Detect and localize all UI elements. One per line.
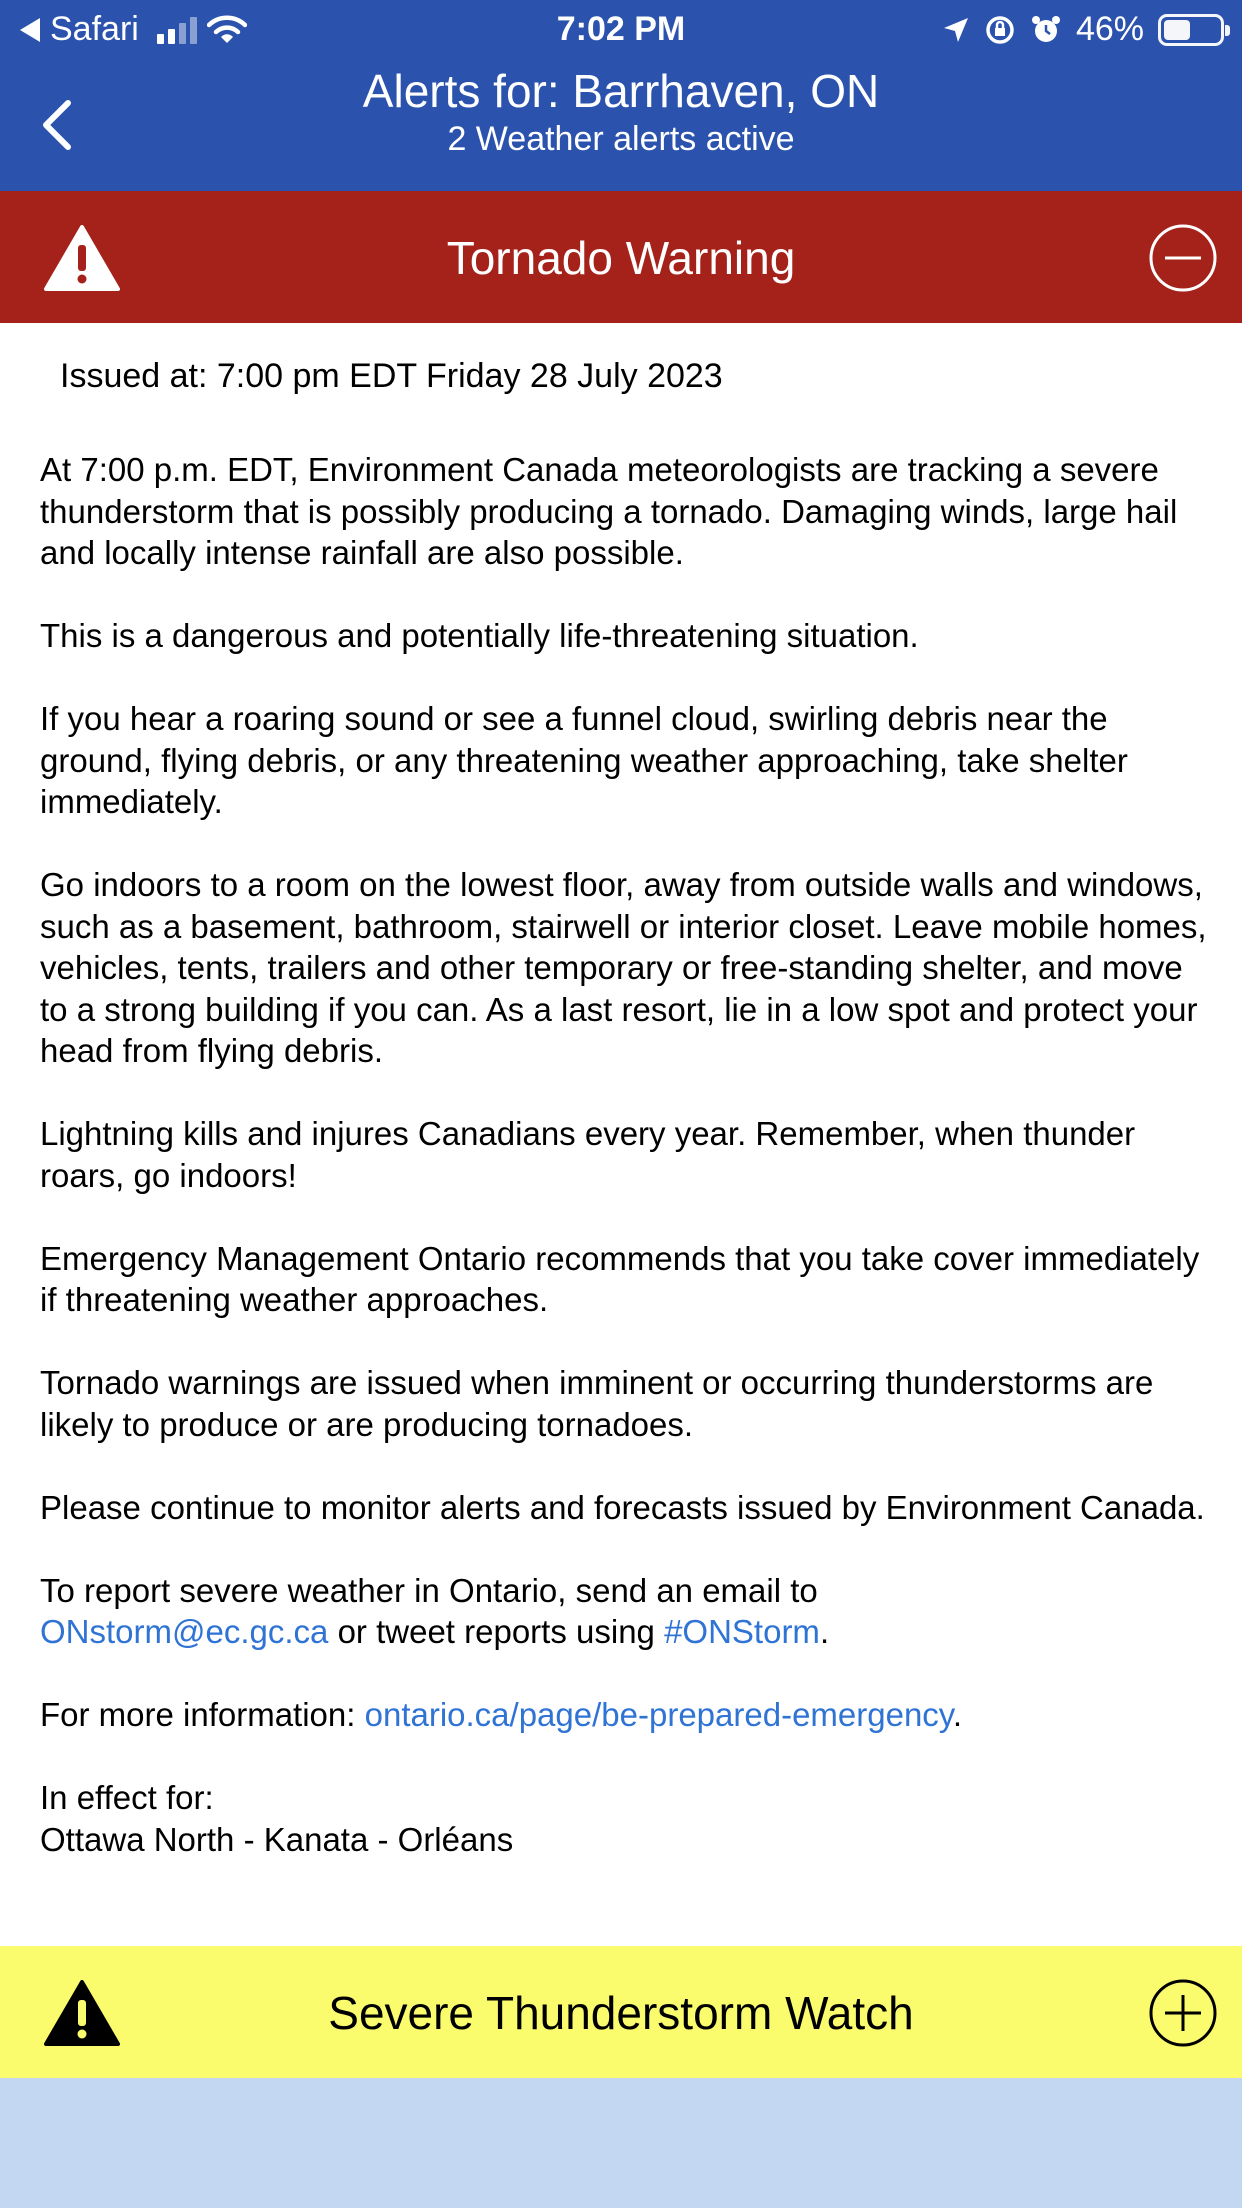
more-info-paragraph	[40, 1694, 1215, 1736]
plus-circle-icon[interactable]	[1148, 1978, 1218, 2048]
alert-paragraph: Please continue to monitor alerts and forecasts issued by Environment Canada.	[40, 1488, 1205, 1526]
status-bar	[0, 0, 1242, 62]
header	[0, 0, 1242, 191]
report-suffix: .	[819, 1613, 830, 1650]
rotation-lock-icon	[984, 14, 1016, 46]
location-arrow-icon	[942, 16, 970, 44]
report-prefix: To report severe weather in Ontario, send an email to	[40, 1571, 818, 1609]
status-time: 7:02 PM	[556, 10, 686, 48]
alarm-icon	[1030, 14, 1062, 46]
alert-paragraph: This is a dangerous and potentially life-threatening situation.	[40, 617, 919, 654]
back-to-app-label: Safari	[50, 10, 139, 48]
page-title: Alerts for: Barrhaven, ON	[362, 65, 880, 117]
alert-paragraph: Emergency Management Ontario recommends that you take cover immediately if threatening weather approaches.	[40, 1239, 1200, 1318]
email-link[interactable]: ONstorm@ec.gc.ca	[40, 1613, 329, 1650]
more-info-prefix: For more information:	[40, 1696, 365, 1733]
alert-title: Severe Thunderstorm Watch	[328, 1987, 914, 2039]
alert-paragraph: Go indoors to a room on the lowest floor, away from outside walls and windows, such as a basement, bathroom, stairwell or interior closet. Leave mobile homes, vehicles, tents, trailers and other temporary or free-standing shelter, and move to a strong building if you can. As a last resort, lie in a low spot and protect your head from flying debris.	[40, 866, 1207, 1069]
battery-percent: 46%	[1075, 10, 1144, 48]
hashtag-link[interactable]: #ONStorm	[664, 1613, 820, 1650]
minus-circle-icon[interactable]	[1148, 223, 1218, 293]
in-effect-area: Ottawa North - Kanata - Orléans	[40, 1820, 514, 1858]
alert-title: Tornado Warning	[446, 232, 796, 284]
alert-paragraph: Lightning kills and injures Canadians every year. Remember, when thunder roars, go indoors!	[40, 1115, 1136, 1194]
empty-background	[0, 2078, 1242, 2208]
alert-paragraph: If you hear a roaring sound or see a funnel cloud, swirling debris near the ground, flying debris, or any threatening weather approaching, take shelter immediately.	[40, 700, 1128, 820]
status-right	[942, 10, 1224, 49]
more-info-suffix: .	[952, 1696, 963, 1733]
alert-paragraph: At 7:00 p.m. EDT, Environment Canada meteorologists are tracking a severe thunderstorm that is possibly producing a tornado. Damaging winds, large hail and locally intense rainfall are also possible.	[40, 451, 1178, 571]
in-effect-paragraph	[40, 1777, 1215, 1860]
alert-body	[40, 449, 1215, 1860]
more-info-link[interactable]: ontario.ca/page/be-prepared-emergency	[364, 1696, 953, 1733]
alert-header-severe-thunderstorm-watch[interactable]	[0, 1946, 1242, 2078]
report-middle: or tweet reports using	[328, 1613, 665, 1650]
battery-icon	[1158, 14, 1224, 46]
alert-paragraph: Tornado warnings are issued when imminent or occurring thunderstorms are likely to produce or are producing tornadoes.	[40, 1364, 1154, 1443]
in-effect-label: In effect for:	[40, 1779, 214, 1816]
report-paragraph	[40, 1570, 1215, 1653]
issued-time: Issued at: 7:00 pm EDT Friday 28 July 2023	[60, 357, 723, 395]
alert-header-tornado-warning[interactable]	[0, 191, 1242, 323]
page-subtitle: 2 Weather alerts active	[447, 120, 795, 158]
alert-details	[0, 323, 1242, 1946]
